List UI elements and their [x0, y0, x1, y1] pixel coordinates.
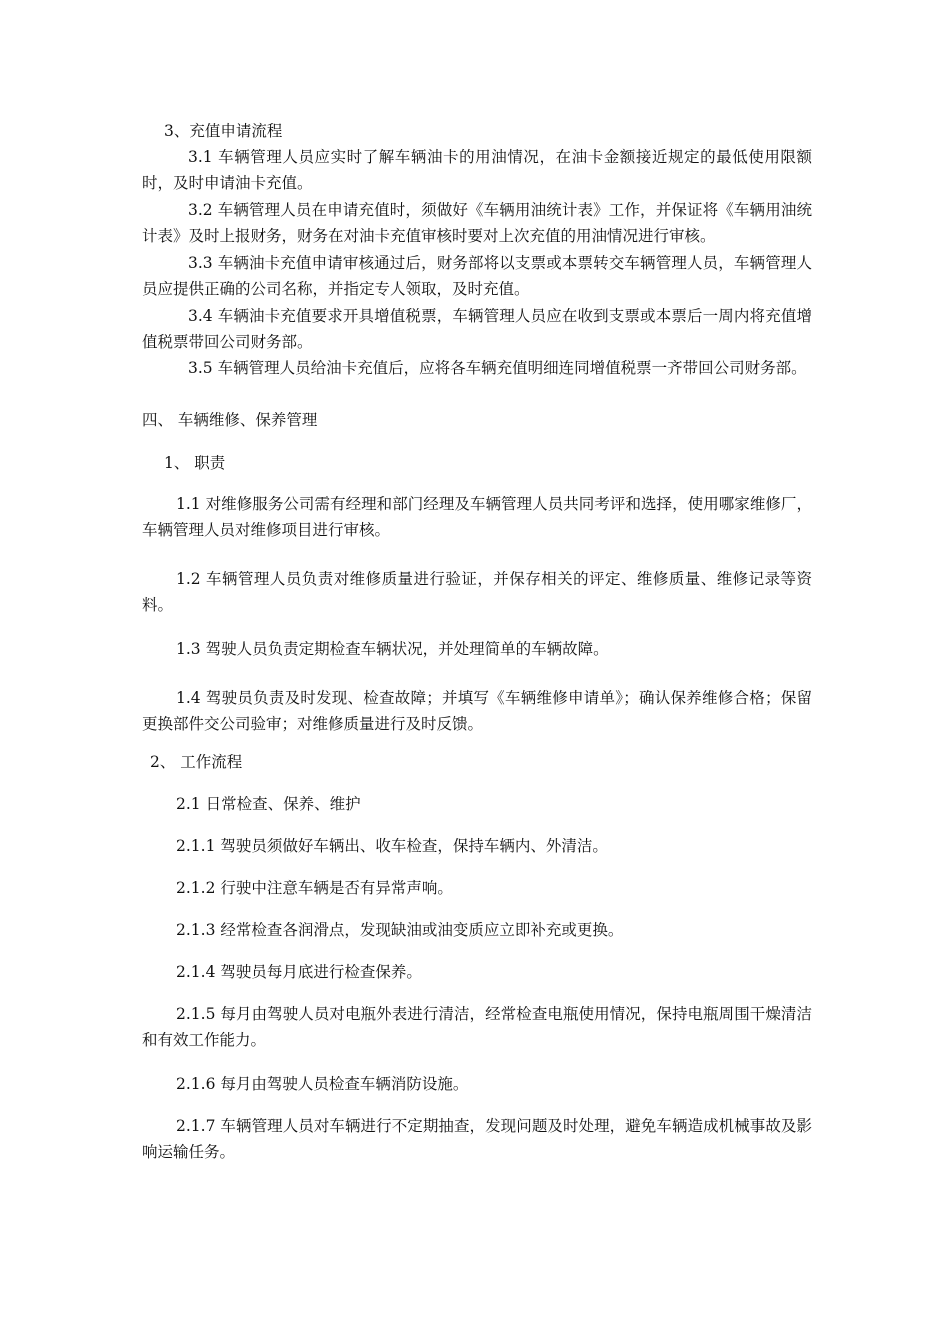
paragraph-1-4: 1.4 驾驶员负责及时发现、检查故障；并填写《车辆维修申请单》；确认保养维修合格；保留更换部件交公司验审；对维修质量进行及时反馈。 — [142, 689, 812, 733]
section-heading: 3、充值申请流程 — [164, 122, 283, 140]
paragraph-3-5: 3.5 车辆管理人员给油卡充值后，应将各车辆充值明细连同增值税票一齐带回公司财务部。 — [188, 359, 807, 377]
paragraph-2-1-5: 2.1.5 每月由驾驶人员对电瓶外表进行清洁，经常检查电瓶使用情况，保持电瓶周围干燥清洁和有效工作能力。 — [142, 1005, 812, 1049]
chapter-heading: 四、 车辆维修、保养管理 — [142, 411, 318, 429]
subsection-heading-workflow: 2、 工作流程 — [150, 753, 243, 771]
paragraph-2-1-3: 2.1.3 经常检查各润滑点，发现缺油或油变质应立即补充或更换。 — [176, 921, 624, 939]
paragraph-2-1-2: 2.1.2 行驶中注意车辆是否有异常声响。 — [176, 879, 453, 897]
paragraph-1-2: 1.2 车辆管理人员负责对维修质量进行验证，并保存相关的评定、维修质量、维修记录等资料。 — [142, 570, 812, 614]
paragraph-3-2: 3.2 车辆管理人员在申请充值时，须做好《车辆用油统计表》工作，并保证将《车辆用油统计表》及时上报财务，财务在对油卡充值审核时要对上次充值的用油情况进行审核。 — [142, 201, 812, 245]
paragraph-3-4: 3.4 车辆油卡充值要求开具增值税票，车辆管理人员应在收到支票或本票后一周内将充值增值税票带回公司财务部。 — [142, 307, 812, 351]
paragraph-2-1-4: 2.1.4 驾驶员每月底进行检查保养。 — [176, 963, 422, 981]
paragraph-3-1: 3.1 车辆管理人员应实时了解车辆油卡的用油情况，在油卡金额接近规定的最低使用限额时，及时申请油卡充值。 — [142, 148, 812, 192]
paragraph-2-1-1: 2.1.1 驾驶员须做好车辆出、收车检查，保持车辆内、外清洁。 — [176, 837, 608, 855]
paragraph-1-3: 1.3 驾驶人员负责定期检查车辆状况，并处理简单的车辆故障。 — [176, 640, 609, 658]
sub-subsection-heading: 2.1 日常检查、保养、维护 — [176, 795, 361, 813]
paragraph-2-1-6: 2.1.6 每月由驾驶人员检查车辆消防设施。 — [176, 1075, 469, 1093]
paragraph-3-3: 3.3 车辆油卡充值申请审核通过后，财务部将以支票或本票转交车辆管理人员，车辆管理人员应提供正确的公司名称，并指定专人领取，及时充值。 — [142, 254, 812, 298]
subsection-heading-duties: 1、 职责 — [164, 454, 226, 472]
paragraph-2-1-7: 2.1.7 车辆管理人员对车辆进行不定期抽查，发现问题及时处理，避免车辆造成机械事故及影响运输任务。 — [142, 1117, 812, 1161]
paragraph-1-1: 1.1 对维修服务公司需有经理和部门经理及车辆管理人员共同考评和选择，使用哪家维修厂，车辆管理人员对维修项目进行审核。 — [142, 495, 812, 539]
